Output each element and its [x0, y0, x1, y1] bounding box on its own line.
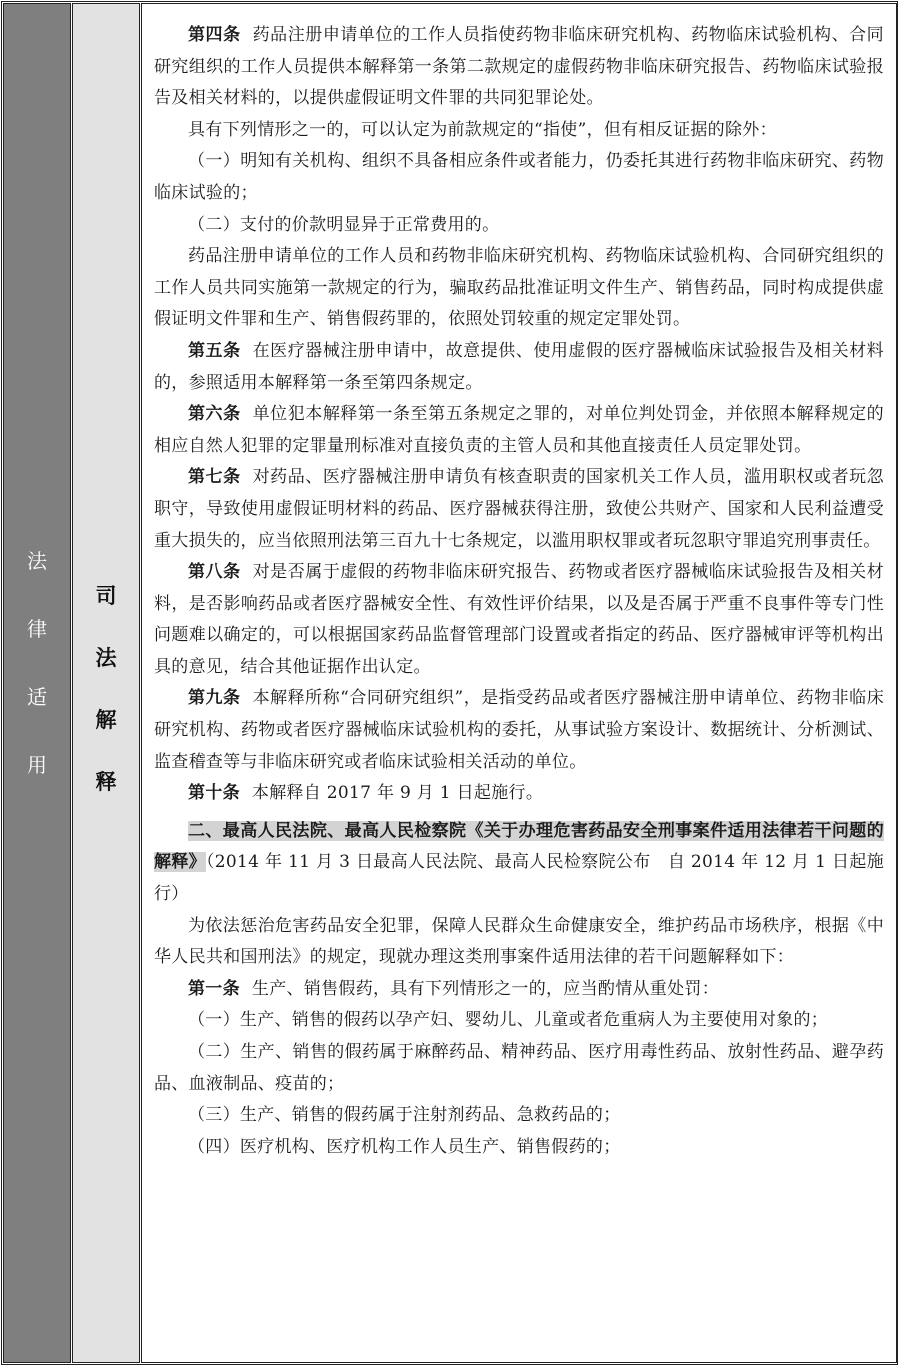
paragraph: [154, 210, 884, 242]
subcategory-char: 法: [95, 646, 117, 670]
subcategory-column: [72, 3, 140, 1363]
paragraph-text: （一）明知有关机构、组织不具备相应条件或者能力，仍委托其进行药物非临床研究、药物临床试验的；: [154, 151, 884, 203]
paragraph: [154, 336, 884, 399]
paragraph: [154, 115, 884, 147]
subcategory-char: 司: [95, 584, 117, 608]
paragraph: [154, 1100, 884, 1132]
paragraph-text: 药品注册申请单位的工作人员和药物非临床研究机构、药物临床试验机构、合同研究组织的工作人员共同实施第一款规定的行为，骗取药品批准证明文件生产、销售药品，同时构成提供虚假证明文件罪和生产、销售假药罪的，依照处罚较重的规定定罪处罚。: [154, 246, 884, 330]
paragraph-text: （一）生产、销售的假药以孕产妇、婴幼儿、儿童或者危重病人为主要使用对象的；: [188, 1010, 829, 1031]
paragraph: [154, 462, 884, 557]
paragraph-text: 本解释所称“合同研究组织”，是指受药品或者医疗器械注册申请单位、药物非临床研究机构、药物或者医疗器械临床试验机构的委托，从事试验方案设计、数据统计、分析测试、监查稽查等与非临床研究或者临床试验相关活动的单位。: [154, 688, 884, 772]
subcategory-char: 释: [95, 770, 117, 794]
paragraph: [154, 1132, 884, 1164]
paragraph-text: 在医疗器械注册申请中，故意提供、使用虚假的医疗器械临床试验报告及相关材料的，参照适用本解释第一条至第四条规定。: [154, 340, 884, 393]
paragraph-text: （二）支付的价款明显异于正常费用的。: [188, 214, 500, 235]
paragraph-text: （四）医疗机构、医疗机构工作人员生产、销售假药的；: [188, 1136, 621, 1157]
paragraph: [154, 1005, 884, 1037]
paragraph-text: 药品注册申请单位的工作人员指使药物非临床研究机构、药物临床试验机构、合同研究组织的工作人员提供本解释第一条第二款规定的虚假药物非临床研究报告、药物临床试验报告及相关材料的，以提供虚假证明文件罪的共同犯罪论处。: [154, 25, 884, 109]
article-label: 第四条: [188, 25, 241, 45]
articles-list: [154, 20, 884, 810]
section-heading-block: [154, 816, 884, 911]
section-paragraphs: [154, 911, 884, 1164]
article-label: 第十条: [188, 783, 240, 804]
paragraph-text: 为依法惩治危害药品安全犯罪，保障人民群众生命健康安全，维护药品市场秩序，根据《中华人民共和国刑法》的规定，现就办理这类刑事案件适用法律的若干问题解释如下：: [154, 915, 884, 968]
category-char: 适: [27, 685, 47, 709]
paragraph: [154, 557, 884, 683]
document-body: [154, 20, 884, 1163]
paragraph: [154, 778, 884, 810]
paragraph-text: 生产、销售假药，具有下列情形之一的，应当酌情从重处罚：: [251, 978, 720, 999]
section-note: （2014 年 11 月 3 日最高人民法院、最高人民检察院公布 自 2014 年 12 月 1 日起施行）: [154, 852, 884, 905]
paragraph: [154, 911, 884, 974]
article-label: 第一条: [188, 978, 240, 999]
subcategory-char: 解: [95, 708, 117, 732]
paragraph-text: 单位犯本解释第一条至第五条规定之罪的，对单位判处罚金，并依照本解释规定的相应自然人犯罪的定罪量刑标准对直接负责的主管人员和其他直接责任人员定罪处罚。: [154, 404, 884, 456]
subcategory-label: [73, 579, 139, 827]
category-char: 法: [27, 549, 47, 573]
article-label: 第七条: [188, 467, 241, 488]
paragraph: [154, 1037, 884, 1100]
section-heading: 二、最高人民法院、最高人民检察院《关于办理危害药品安全刑事案件适用法律若干问题的解释》: [154, 820, 884, 873]
article-label: 第六条: [188, 404, 241, 425]
paragraph: [154, 399, 884, 462]
paragraph-text: 对是否属于虚假的药物非临床研究报告、药物或者医疗器械临床试验报告及相关材料，是否影响药品或者医疗器械安全性、有效性评价结果，以及是否属于严重不良事件等专门性问题难以确定的，可以根据国家药品监督管理部门设置或者指定的药品、医疗器械审评等机构出具的意见，结合其他证据作出认定。: [154, 562, 884, 677]
paragraph: [154, 241, 884, 336]
paragraph: [154, 683, 884, 778]
category-column: [3, 3, 71, 1363]
paragraph-text: 对药品、医疗器械注册申请负有核查职责的国家机关工作人员，滥用职权或者玩忽职守，导致使用虚假证明材料的药品、医疗器械获得注册，致使公共财产、国家和人民利益遭受重大损失的，应当依照刑法第三百九十七条规定，以滥用职权罪或者玩忽职守罪追究刑事责任。: [154, 467, 884, 551]
paragraph: [154, 20, 884, 115]
paragraph-text: 本解释自 2017 年 9 月 1 日起施行。: [251, 783, 544, 804]
paragraph-text: 具有下列情形之一的，可以认定为前款规定的“指使”，但有相反证据的除外：: [188, 119, 777, 140]
category-char: 律: [27, 617, 47, 641]
paragraph: [154, 146, 884, 209]
category-char: 用: [27, 753, 47, 777]
article-label: 第八条: [188, 562, 241, 583]
article-label: 第九条: [188, 688, 241, 709]
paragraph: [154, 974, 884, 1006]
category-label: [4, 544, 70, 816]
paragraph-text: （三）生产、销售的假药属于注射剂药品、急救药品的；: [188, 1105, 621, 1126]
paragraph-text: （二）生产、销售的假药属于麻醉药品、精神药品、医疗用毒性药品、放射性药品、避孕药品、血液制品、疫苗的；: [154, 1042, 884, 1094]
article-label: 第五条: [188, 340, 241, 361]
